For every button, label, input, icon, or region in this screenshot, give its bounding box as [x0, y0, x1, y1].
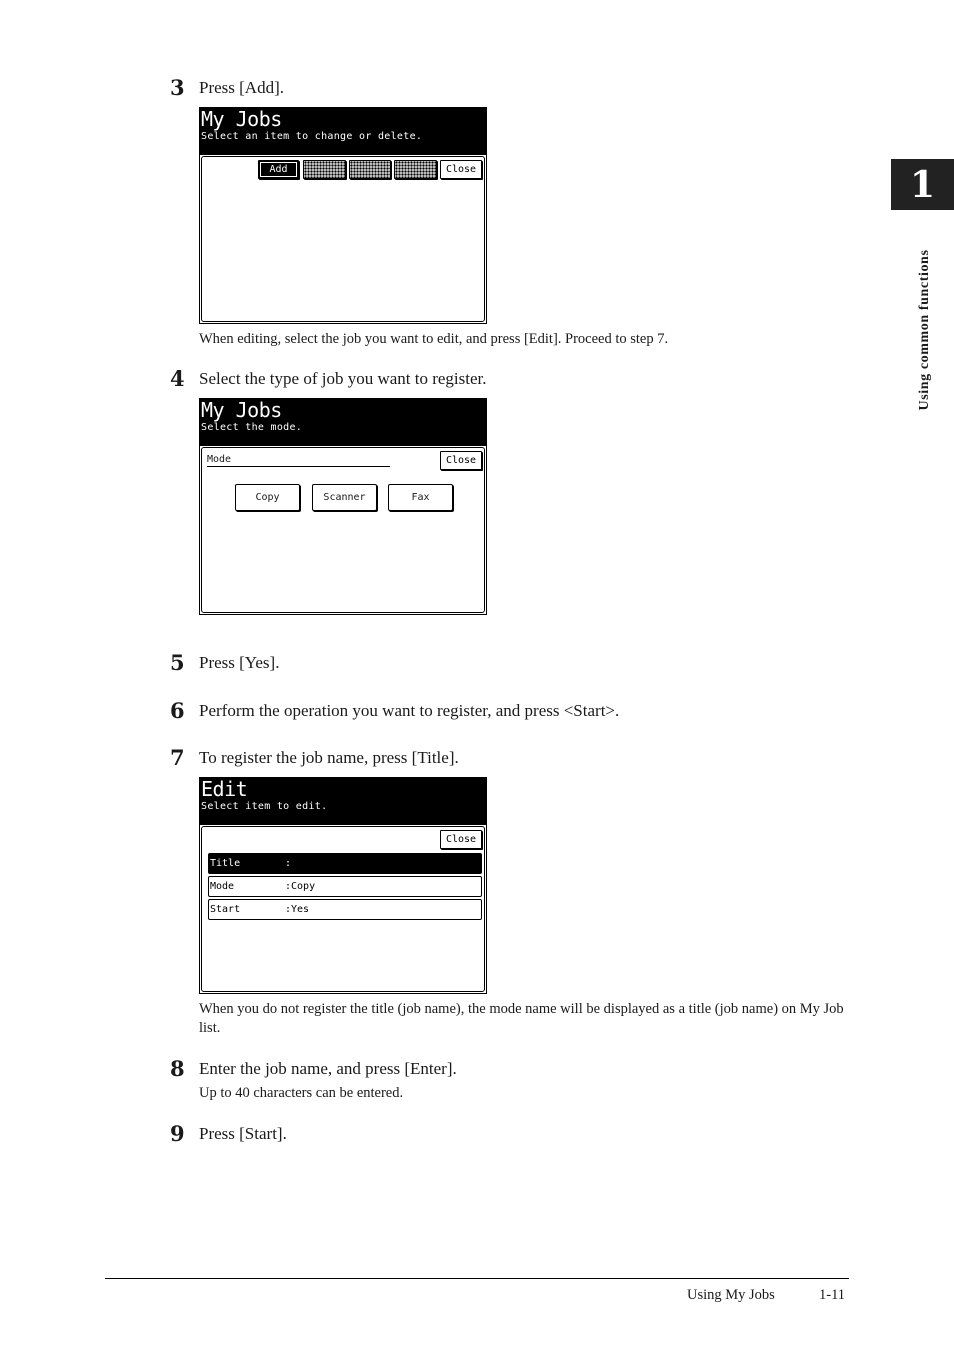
edit-screen: [199, 777, 487, 994]
screen-subtitle: Select item to edit.: [201, 801, 328, 812]
screen-body: [201, 156, 485, 322]
step-6-number: 6: [170, 698, 185, 723]
edit-button: [303, 160, 346, 179]
screen-title: Edit: [201, 777, 248, 801]
step-9-text: Press [Start].: [199, 1124, 287, 1143]
step-5-text: Press [Yes].: [199, 653, 280, 672]
close-button[interactable]: Close: [440, 451, 482, 470]
step-3-note: When editing, select the job you want to edit, and press [Edit]. Proceed to step 7.: [199, 331, 669, 347]
row-value: :: [285, 858, 292, 869]
mode-label: Mode: [207, 454, 390, 467]
close-button[interactable]: Close: [440, 160, 482, 179]
step-5-number: 5: [170, 650, 185, 675]
delete-button: [349, 160, 391, 179]
step-4-number: 4: [170, 366, 185, 391]
screen-header: [200, 399, 486, 446]
step-6-text: Perform the operation you want to register, and press <Start>.: [199, 701, 620, 720]
screen-subtitle: Select the mode.: [201, 422, 303, 433]
row-label: Start: [210, 904, 241, 915]
step-8-note: Up to 40 characters can be entered.: [199, 1085, 404, 1101]
edit-row-mode[interactable]: [208, 876, 482, 897]
edit-row-title[interactable]: [208, 853, 482, 874]
scanner-button[interactable]: Scanner: [312, 484, 377, 511]
row-value: :Yes: [285, 904, 310, 915]
screen-title: My Jobs: [201, 398, 282, 422]
screen-subtitle: Select an item to change or delete.: [201, 131, 423, 142]
step-7-note: When you do not register the title (job name), the mode name will be displayed as a title (job name) on My Job list.: [199, 1001, 844, 1036]
footer-section-title: Using My Jobs: [687, 1287, 775, 1303]
chapter-title: Using common functions: [917, 249, 932, 411]
row-value: :Copy: [285, 881, 316, 892]
screen-body: [201, 447, 485, 613]
my-jobs-screen: [199, 107, 487, 324]
close-button[interactable]: Close: [440, 830, 482, 849]
step-9-number: 9: [170, 1121, 185, 1146]
screen-header: [200, 108, 486, 155]
copy-button[interactable]: Copy: [235, 484, 300, 511]
screen-header: [200, 778, 486, 825]
row-label: Title: [210, 858, 241, 869]
step-7-text: To register the job name, press [Title].: [199, 748, 459, 767]
edit-row-start[interactable]: [208, 899, 482, 920]
step-7-number: 7: [170, 745, 185, 770]
step-4-text: Select the type of job you want to register.: [199, 369, 487, 388]
screen-body: [201, 826, 485, 992]
list-button: [394, 160, 437, 179]
step-8-text: Enter the job name, and press [Enter].: [199, 1059, 457, 1078]
select-mode-screen: [199, 398, 487, 615]
footer-page-number: 1-11: [819, 1287, 846, 1303]
chapter-number-tab: 1: [891, 159, 954, 210]
footer-rule: [105, 1278, 849, 1279]
screen-title: My Jobs: [201, 107, 282, 131]
row-label: Mode: [210, 881, 235, 892]
step-3-number: 3: [170, 75, 185, 100]
step-3-text: Press [Add].: [199, 78, 284, 97]
fax-button[interactable]: Fax: [388, 484, 453, 511]
step-8-number: 8: [170, 1056, 185, 1081]
add-button[interactable]: Add: [258, 160, 299, 179]
